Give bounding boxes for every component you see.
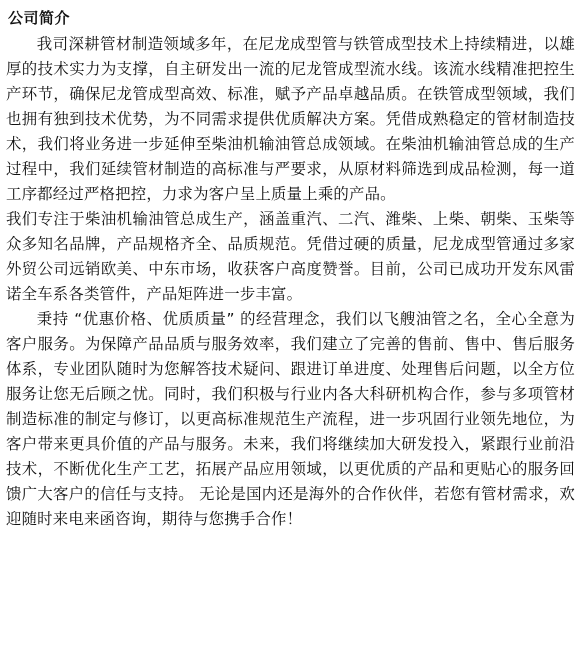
paragraph-philosophy: 秉持 “优惠价格、优质质量” 的经营理念，我们以飞艘油管之名，全心全意为客户服务。为保障产品品质与服务效率，我们建立了完善的售前、售中、售后服务体系，专业团队随时为您解答技术疑问、跟进订单进度、处理售后问题，以全方位服务让您无后顾之忧。同时，我们积极与行业内各大科研机构合作，参与多项管材制造标准的制定与修订，以更高标准规范生产流程，进一步巩固行业领先地位，为客户带来更具价值的产品与服务。未来，我们将继续加大研发投入，紧跟行业前沿技术，不断优化生产工艺，拓展产品应用领域，以更优质的产品和更贴心的服务回馈广大客户的信任与支持。 无论是国内还是海外的合作伙伴，若您有管材需求，欢迎随时来电来函咨询，期待与您携手合作！: [6, 310, 575, 528]
document-title: 公司简介: [8, 9, 71, 27]
paragraph-products: 我们专注于柴油机输油管总成生产，涵盖重汽、二汽、潍柴、上柴、朝柴、玉柴等众多知名品牌，产品规格齐全、品质规范。凭借过硬的质量，尼龙成型管通过多家外贸公司远销欧美、中东市场，收获客户高度赞誉。目前，公司已成功开发东风雷诺全车系各类管件，产品矩阵进一步丰富。: [6, 210, 575, 303]
paragraph-intro: 我司深耕管材制造领域多年，在尼龙成型管与铁管成型技术上持续精进，以雄厚的技术实力为支撑，自主研发出一流的尼龙管成型流水线。该流水线精准把控生产环节，确保尼龙管成型高效、标准，赋予产品卓越品质。在铁管成型领域，我们也拥有独到技术优势，为不同需求提供优质解决方案。凭借成熟稳定的管材制造技术，我们将业务进一步延伸至柴油机输油管总成领域。在柴油机输油管总成的生产过程中，我们延续管材制造的高标准与严要求，从原材料筛选到成品检测，每一道工序都经过严格把控，力求为客户呈上质量上乘的产品。: [6, 35, 575, 203]
